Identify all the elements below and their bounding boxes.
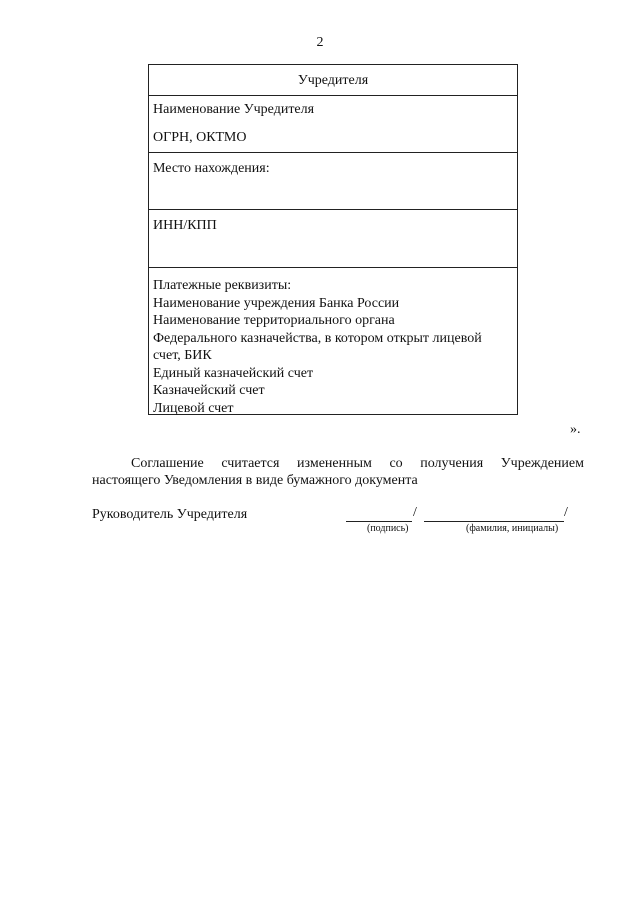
bank-line: Платежные реквизиты: — [153, 278, 292, 293]
ogrn-label: ОГРН, ОКТМО — [153, 129, 247, 145]
bank-line: Казначейский счет — [153, 383, 265, 398]
name-slash: / — [564, 505, 568, 520]
bank-line: Федерального казначейства, в котором открыт лицевой — [153, 330, 482, 346]
inn-cell — [149, 209, 517, 267]
bank-line: счет, БИК — [153, 348, 212, 363]
bank-details-cell — [149, 267, 517, 414]
table-header: Учредителя — [297, 73, 369, 88]
signature-caption: (подпись) — [367, 523, 409, 534]
location-label: Место нахождения: — [153, 161, 270, 176]
name-label: Наименование Учредителя — [153, 102, 315, 117]
paragraph-line: Соглашение считается измененным со получения Учреждением — [131, 456, 584, 471]
signature-slash: / — [413, 505, 417, 520]
bank-line: Единый казначейский счет — [153, 365, 314, 381]
inn-label: ИНН/КПП — [153, 218, 217, 233]
name-caption: (фамилия, инициалы) — [466, 523, 559, 534]
name-cell — [149, 95, 517, 152]
location-cell — [149, 152, 517, 209]
agreement-paragraph — [92, 455, 584, 489]
page-number: 2 — [316, 35, 324, 50]
bank-line: Лицевой счет — [153, 400, 234, 416]
closing-quote: ». — [570, 422, 581, 437]
signer-label: Руководитель Учредителя — [92, 507, 248, 522]
bank-line: Наименование территориального органа — [153, 313, 395, 328]
founder-details-table — [148, 64, 518, 415]
signature-line — [346, 521, 412, 522]
bank-line: Наименование учреждения Банка России — [153, 295, 400, 311]
paragraph-line: настоящего Уведомления в виде бумажного документа — [92, 473, 418, 488]
name-line — [424, 521, 564, 522]
